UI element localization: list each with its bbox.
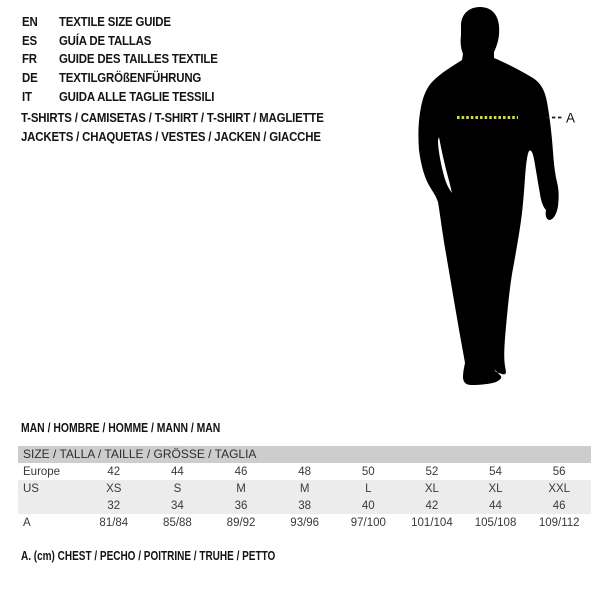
man-silhouette <box>418 7 558 385</box>
table-row-chest-a <box>18 514 591 531</box>
size-table-header: SIZE / TALLA / TAILLE / GRÖSSE / TAGLIA <box>18 446 591 463</box>
table-cell: 81/84 <box>99 516 129 529</box>
table-cell: 44 <box>489 499 502 512</box>
table-row-uk-numeric <box>18 497 591 514</box>
language-row <box>22 12 218 31</box>
table-cell: 36 <box>234 499 248 512</box>
table-cell: 42 <box>425 499 439 512</box>
table-cell: 89/92 <box>226 516 256 529</box>
table-cell: XL <box>488 482 503 495</box>
footnote-chest-legend: A. (cm) CHEST / PECHO / POITRINE / TRUHE / PETTO <box>21 549 276 563</box>
language-code: FR <box>22 51 37 67</box>
table-cell: 40 <box>361 499 375 512</box>
measure-label-a: A <box>566 110 576 126</box>
table-row-europe <box>18 463 591 480</box>
table-cell: 44 <box>171 465 184 478</box>
language-label: GUIDA ALLE TAGLIE TESSILI <box>58 89 215 105</box>
language-code: DE <box>22 70 38 86</box>
language-label: GUIDE DES TAILLES TEXTILE <box>58 51 218 67</box>
table-cell: 109/112 <box>538 516 580 529</box>
table-cell: 50 <box>361 465 375 478</box>
language-row <box>22 50 218 69</box>
language-row <box>22 87 218 106</box>
language-row <box>22 68 218 87</box>
language-code: EN <box>22 13 38 29</box>
language-label: TEXTILGRÖßENFÜHRUNG <box>58 70 202 86</box>
table-cell: M <box>299 482 310 495</box>
language-code: ES <box>22 32 37 48</box>
language-row <box>22 31 218 50</box>
table-cell: 32 <box>107 499 121 512</box>
table-cell: 105/108 <box>474 516 517 529</box>
language-code: IT <box>22 89 32 105</box>
table-cell: 85/88 <box>163 516 192 529</box>
table-cell: 42 <box>107 465 121 478</box>
table-cell: 52 <box>425 465 439 478</box>
table-cell: 48 <box>298 465 312 478</box>
table-cell: S <box>173 482 182 495</box>
table-cell: 54 <box>489 465 502 478</box>
table-cell: 34 <box>171 499 184 512</box>
table-cell: XXL <box>548 482 571 495</box>
man-silhouette-svg <box>400 0 600 400</box>
table-cell: XS <box>106 482 122 495</box>
table-cell: 97/100 <box>350 516 386 529</box>
table-cell: 46 <box>552 499 566 512</box>
table-cell: 56 <box>552 465 566 478</box>
category-line-tshirts: T-SHIRTS / CAMISETAS / T-SHIRT / T-SHIRT / MAGLIETTE <box>21 109 324 125</box>
row-label: A <box>23 516 31 529</box>
table-cell: 46 <box>234 465 248 478</box>
table-cell: XL <box>424 482 439 495</box>
category-line-jackets: JACKETS / CHAQUETAS / VESTES / JACKEN / GIACCHE <box>21 128 321 144</box>
category-lines <box>21 108 365 146</box>
man-silhouette-figure <box>400 0 600 400</box>
row-label: Europe <box>23 465 61 478</box>
table-cell: 38 <box>298 499 312 512</box>
language-label: TEXTILE SIZE GUIDE <box>58 13 171 29</box>
language-guide-list <box>22 12 244 106</box>
section-title-man: MAN / HOMBRE / HOMME / MANN / MAN <box>21 419 221 435</box>
table-cell: L <box>365 482 372 495</box>
table-cell: 101/104 <box>411 516 453 529</box>
table-cell: 93/96 <box>290 516 320 529</box>
size-table <box>18 446 591 531</box>
table-row-us <box>18 480 591 497</box>
table-cell: M <box>236 482 246 495</box>
language-label: GUÍA DE TALLAS <box>58 32 152 48</box>
row-label: US <box>23 482 39 495</box>
